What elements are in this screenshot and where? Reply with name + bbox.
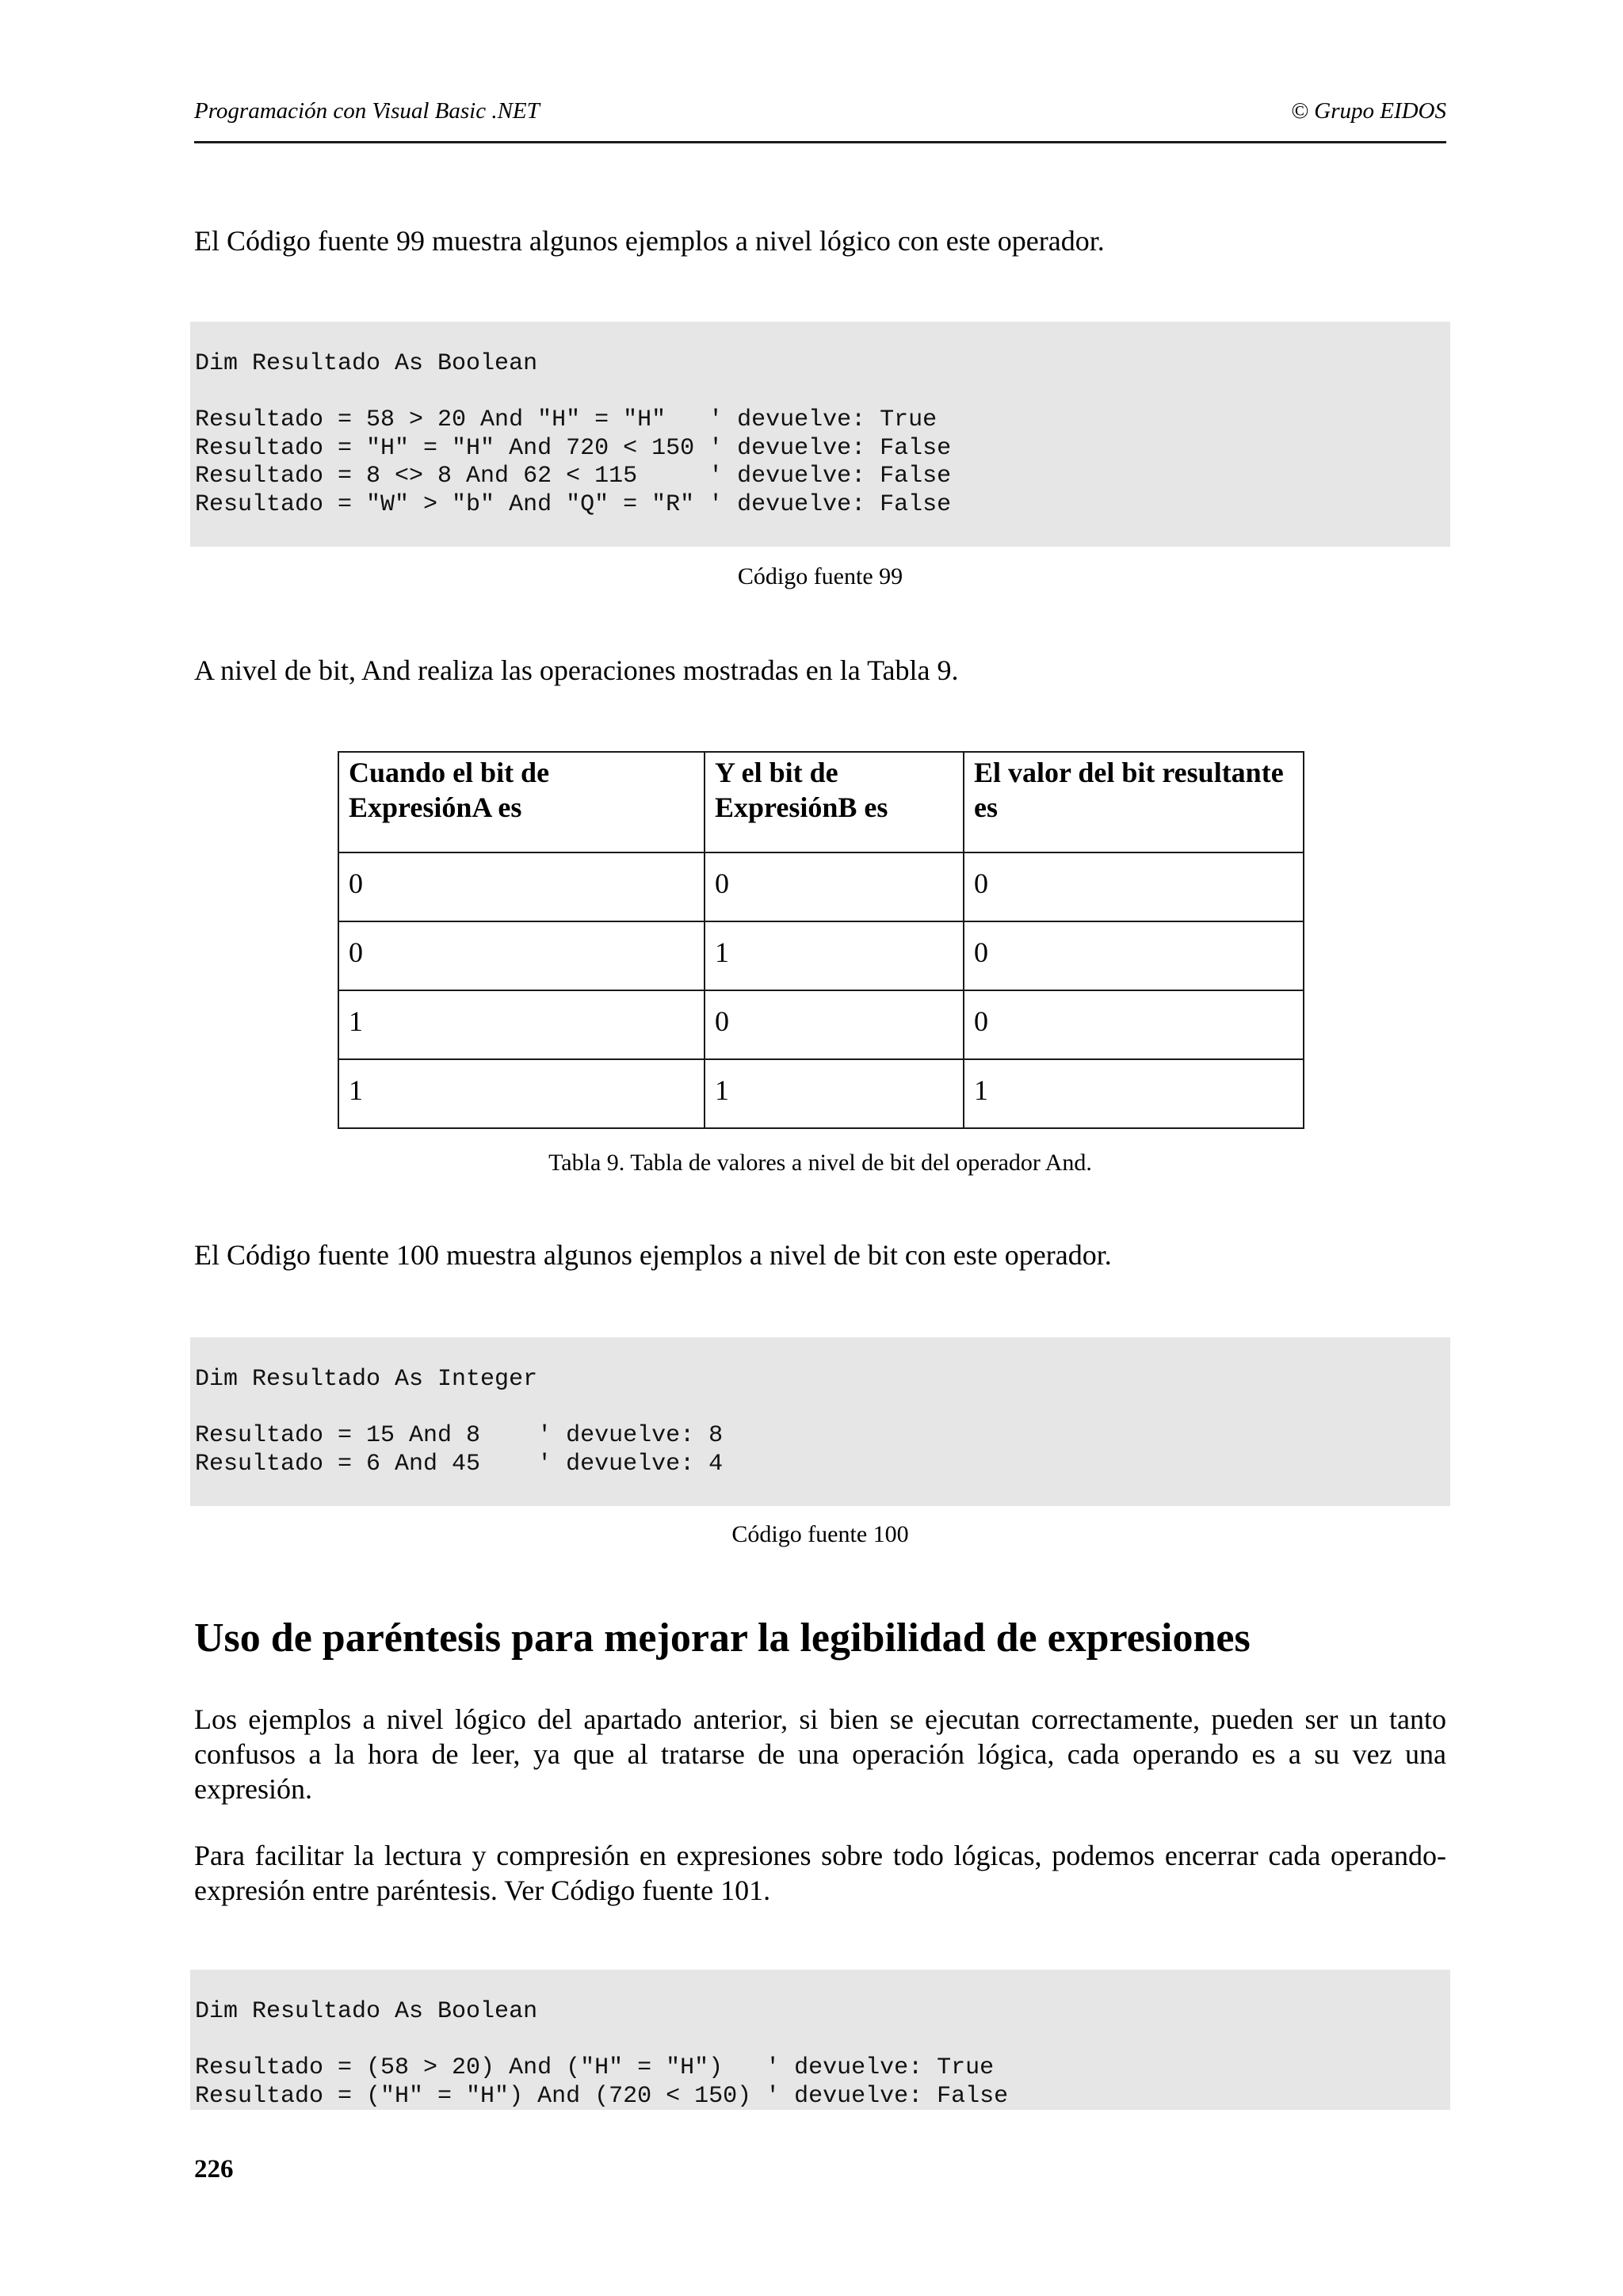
table-row — [338, 852, 1304, 921]
truth-table-and — [338, 751, 1304, 1129]
code-gap — [195, 379, 1450, 407]
code-line: Resultado = (58 > 20) And ("H" = "H") ' devuelve: True — [195, 2054, 995, 2081]
code-line: Resultado = "H" = "H" And 720 < 150 ' devuelve: False — [195, 434, 952, 462]
code-block-101 — [190, 1970, 1450, 2110]
code-line: Resultado = 6 And 45 ' devuelve: 4 — [195, 1450, 724, 1478]
table-header-row — [338, 752, 1304, 852]
code-line: Resultado = 58 > 20 And "H" = "H" ' devuelve: True — [195, 406, 938, 433]
code-block-99 — [190, 322, 1450, 547]
code-line: Dim Resultado As Boolean — [195, 350, 538, 377]
table-row — [338, 1059, 1304, 1128]
code-line: Resultado = "W" > "b" And "Q" = "R" ' devuelve: False — [195, 490, 952, 518]
code-line: Resultado = 15 And 8 ' devuelve: 8 — [195, 1422, 724, 1449]
code-gap — [195, 2027, 1450, 2055]
table-cell: 0 — [705, 852, 964, 921]
table-cell: 0 — [964, 990, 1304, 1059]
table-cell: 1 — [705, 921, 964, 990]
paragraph-intro-logical: El Código fuente 99 muestra algunos ejemplos a nivel lógico con este operador. — [194, 225, 1105, 257]
section-heading: Uso de paréntesis para mejorar la legibilidad de expresiones — [194, 1615, 1251, 1661]
table-cell: 1 — [338, 990, 705, 1059]
code-block-100 — [190, 1337, 1450, 1506]
paragraph-parentheses-2: Para facilitar la lectura y compresión en expresiones sobre todo lógicas, podemos encerrar cada operando-expresión entre paréntesis. Ver Código fuente 101. — [194, 1840, 1446, 1906]
header-publisher: © Grupo EIDOS — [1290, 98, 1446, 124]
table-caption-9: Tabla 9. Tabla de valores a nivel de bit del operador And. — [548, 1150, 1092, 1176]
table-cell: 1 — [964, 1059, 1304, 1128]
header-book-title: Programación con Visual Basic .NET — [194, 98, 540, 124]
code-line: Resultado = ("H" = "H") And (720 < 150) ' devuelve: False — [195, 2082, 1009, 2110]
table-cell: 0 — [338, 921, 705, 990]
code-gap — [195, 1394, 1450, 1423]
table-cell: 0 — [338, 852, 705, 921]
code-line: Resultado = 8 <> 8 And 62 < 115 ' devuelve: False — [195, 463, 952, 490]
code-caption-100: Código fuente 100 — [731, 1521, 909, 1547]
paragraph-parentheses-1: Los ejemplos a nivel lógico del apartado anterior, si bien se ejecutan correctamente, pueden ser un tanto confusos a la hora de leer, ya que al tratarse de una operación lógica, cada operando es a su vez una expresión. — [194, 1703, 1446, 1805]
table-cell: 1 — [705, 1059, 964, 1128]
code-line: Dim Resultado As Boolean — [195, 1998, 538, 2025]
table-header-cell: El valor del bit resultante es — [964, 752, 1304, 852]
code-line: Dim Resultado As Integer — [195, 1366, 538, 1393]
code-caption-99: Código fuente 99 — [737, 563, 903, 589]
table-cell: 0 — [964, 852, 1304, 921]
page-number: 226 — [194, 2155, 234, 2183]
table-cell: 1 — [338, 1059, 705, 1128]
table-cell: 0 — [964, 921, 1304, 990]
table-header-cell: Cuando el bit de ExpresiónA es — [338, 752, 705, 852]
table-row — [338, 921, 1304, 990]
paragraph-intro-bit-examples: El Código fuente 100 muestra algunos ejemplos a nivel de bit con este operador. — [194, 1239, 1112, 1271]
table-header-cell: Y el bit de ExpresiónB es — [705, 752, 964, 852]
table-cell: 0 — [705, 990, 964, 1059]
page-header — [194, 97, 1446, 143]
table-row — [338, 990, 1304, 1059]
paragraph-intro-bit: A nivel de bit, And realiza las operaciones mostradas en la Tabla 9. — [194, 654, 959, 686]
